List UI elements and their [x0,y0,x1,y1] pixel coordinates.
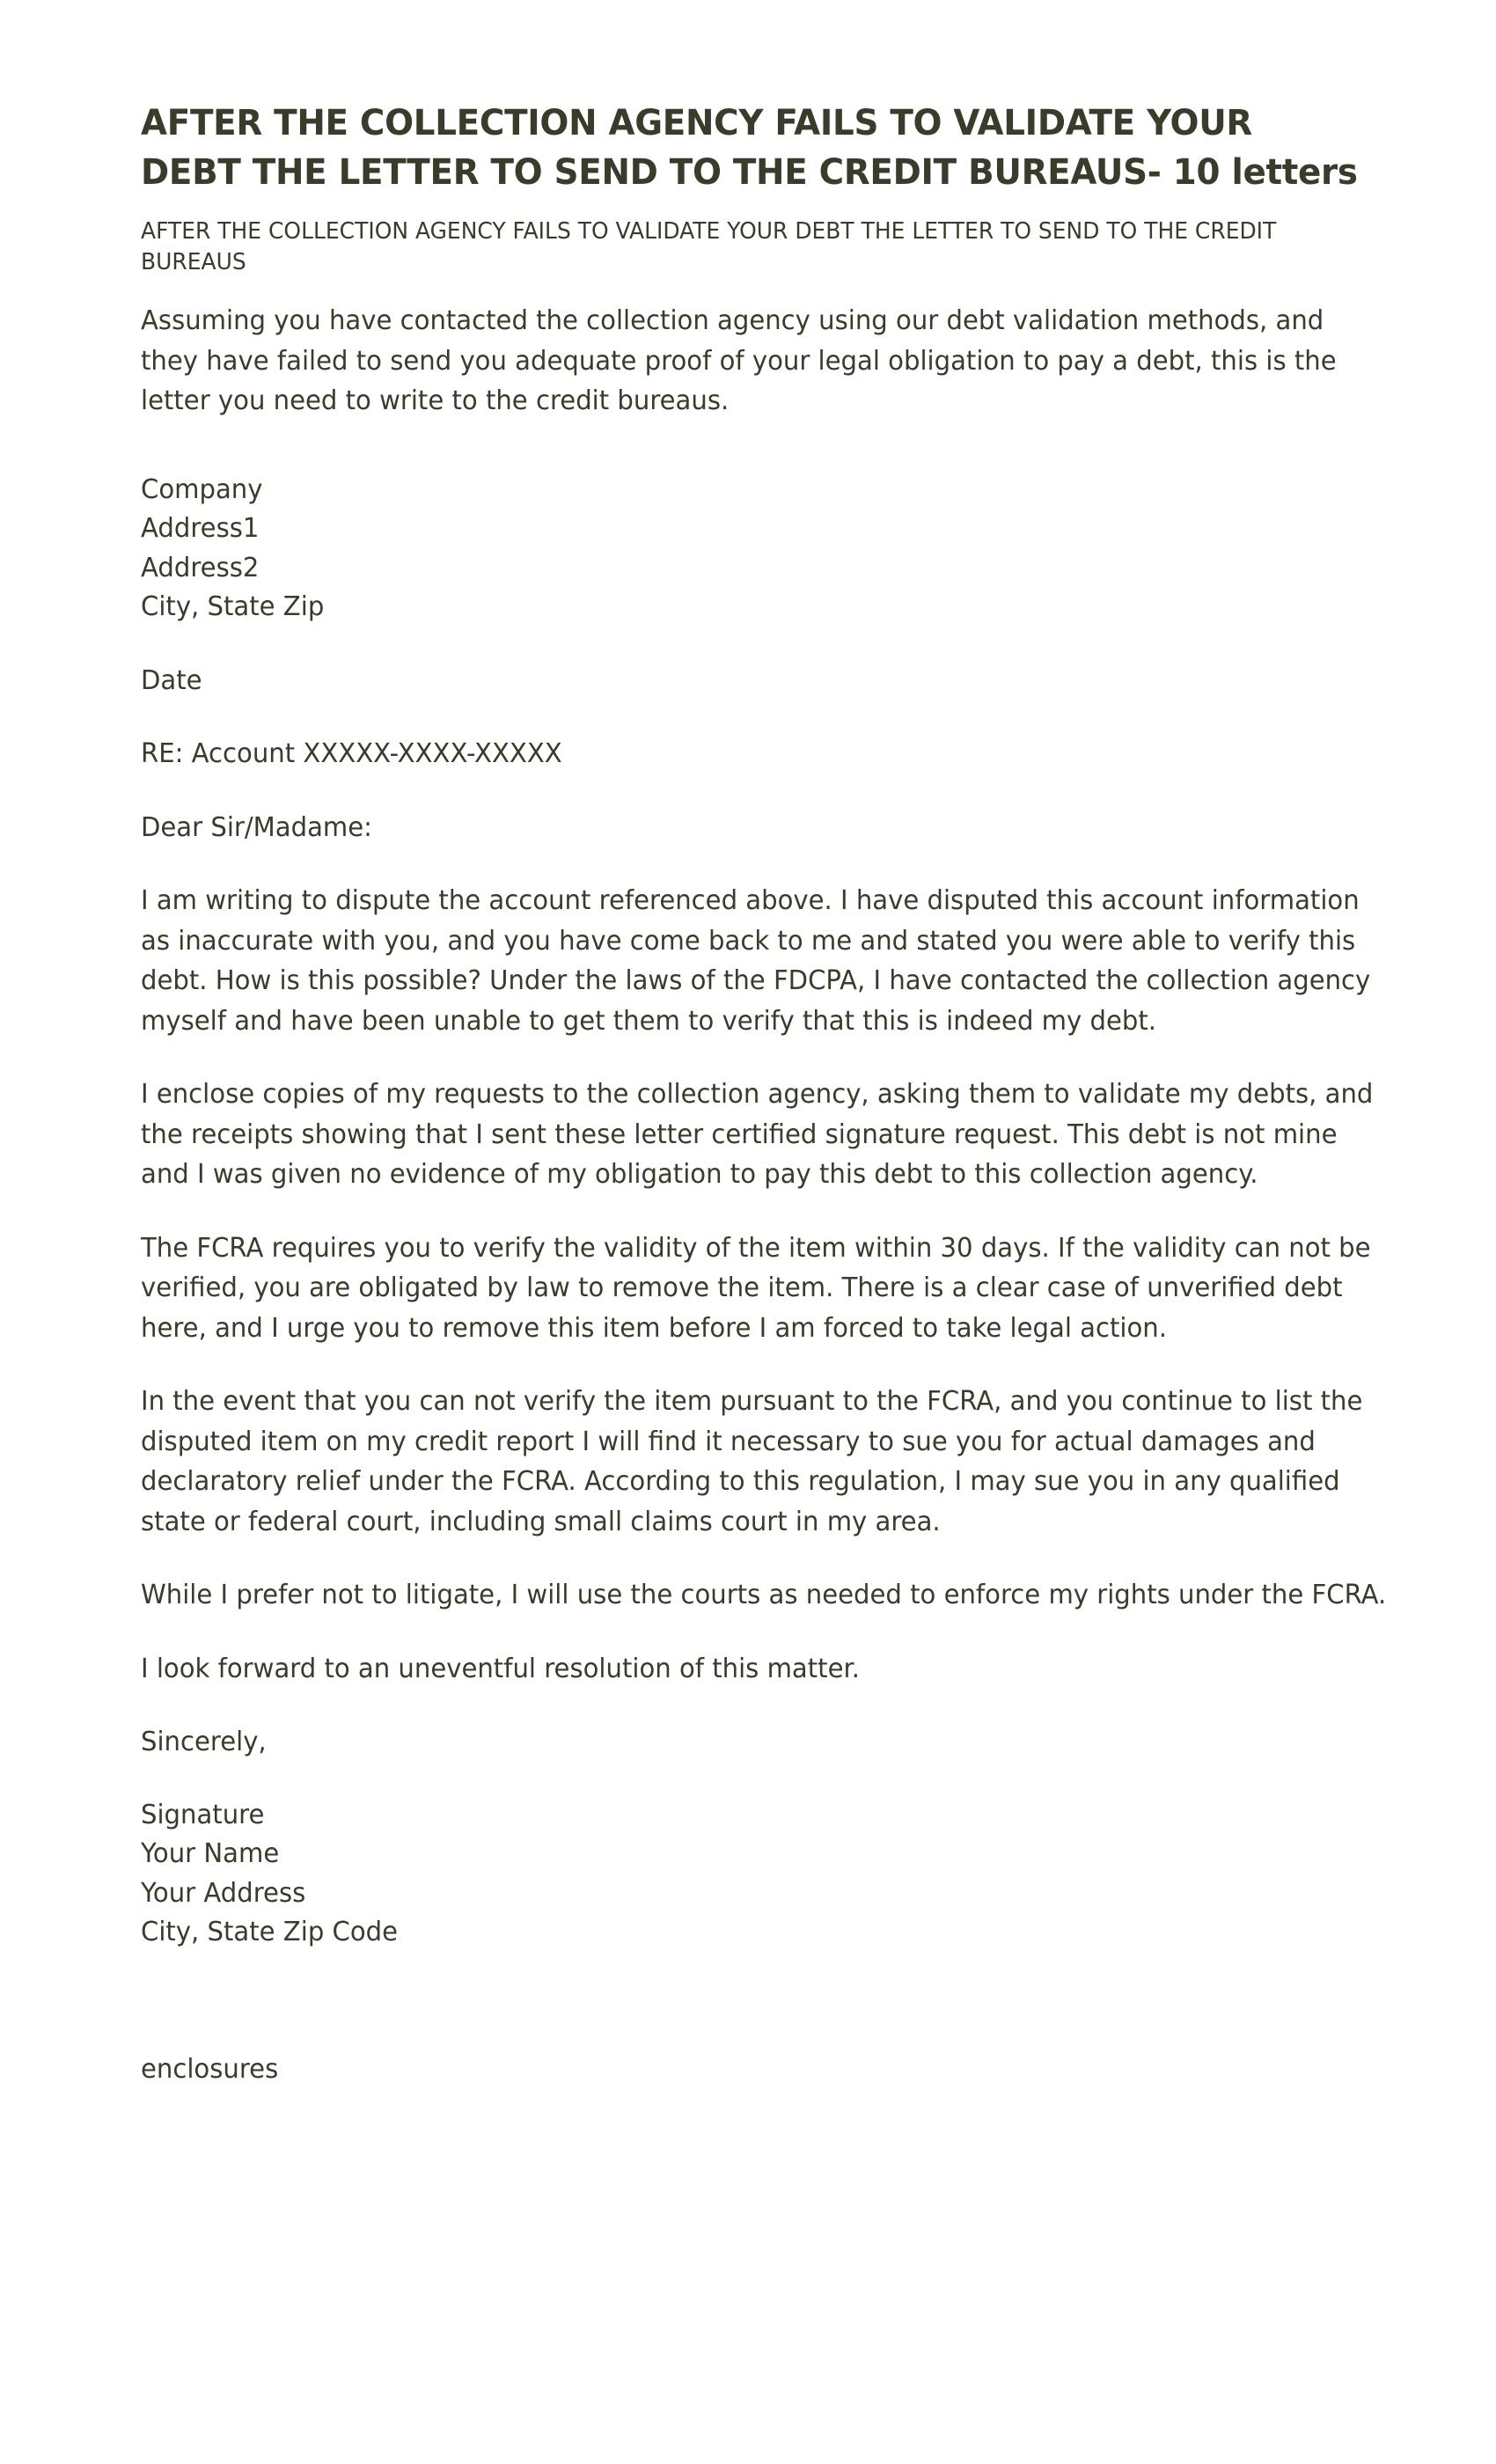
closing: Sincerely, [141,1727,267,1757]
page-subtitle: AFTER THE COLLECTION AGENCY FAILS TO VALIDATE YOUR DEBT THE LETTER TO SEND TO THE CREDIT BUREAUS [141,218,1277,275]
sender-address: Your Address [141,1877,306,1909]
recipient-address1: Address1 [141,513,260,544]
re-line: RE: Account XXXXX-XXXX-XXXXX [141,738,562,769]
enclosures-note: enclosures [141,2053,279,2085]
recipient-address-block [141,471,1353,627]
title-line-2: DEBT THE LETTER TO SEND TO THE CREDIT BUREAUS- 10 letters [141,152,1358,193]
body-paragraph: I enclose copies of my requests to the collection agency, asking them to validate my debts, and the receipts showing that I sent these letter certified signature request. This debt is not mine and I was given no evidence of my obligation to pay this debt to this collection agency. [141,1079,1374,1190]
sender-name: Your Name [141,1838,280,1869]
body-paragraph: In the event that you can not verify the item pursuant to the FCRA, and you continue to list the disputed item on my credit report I will find it necessary to sue you for actual damages and declaratory relief under the FCRA. According to this regulation, I may sue you in any qualified state or federal court, including small claims court in my area. [141,1386,1363,1537]
intro-paragraph: Assuming you have contacted the collection agency using our debt validation methods, and they have failed to send you adequate proof of your legal obligation to pay a debt, this is the letter you need to write to the credit bureaus. [141,305,1337,416]
salutation: Dear Sir/Madame: [141,811,372,843]
title-line-1: AFTER THE COLLECTION AGENCY FAILS TO VALIDATE YOUR [141,103,1253,143]
body-paragraph: I look forward to an uneventful resolution of this matter. [141,1653,861,1684]
letter-document [141,99,1390,2123]
sender-city-state-zip: City, State Zip Code [141,1917,399,1947]
recipient-company: Company [141,473,263,505]
letter-date: Date [141,664,202,696]
body-paragraph: I am writing to dispute the account referenced above. I have disputed this account information as inaccurate with you, and you have come back to me and stated you were able to verify this debt. How is this possible? Under the laws of the FDCPA, I have contacted the collection agency myself and have been unable to get them to verify that this is indeed my debt. [141,885,1371,1037]
sender-signature: Signature [141,1799,265,1830]
body-paragraph: The FCRA requires you to verify the validity of the item within 30 days. If the validity can not be verified, you are obligated by law to remove the item. There is a clear case of unverified debt here, and I urge you to remove this item before I am forced to take legal action. [141,1232,1371,1344]
recipient-address2: Address2 [141,552,260,583]
sender-block [141,1796,1353,1953]
recipient-city-state-zip: City, State Zip [141,591,325,622]
page-title [141,99,1387,197]
body-paragraph: While I prefer not to litigate, I will use the courts as needed to enforce my rights under the FCRA. [141,1580,1387,1610]
